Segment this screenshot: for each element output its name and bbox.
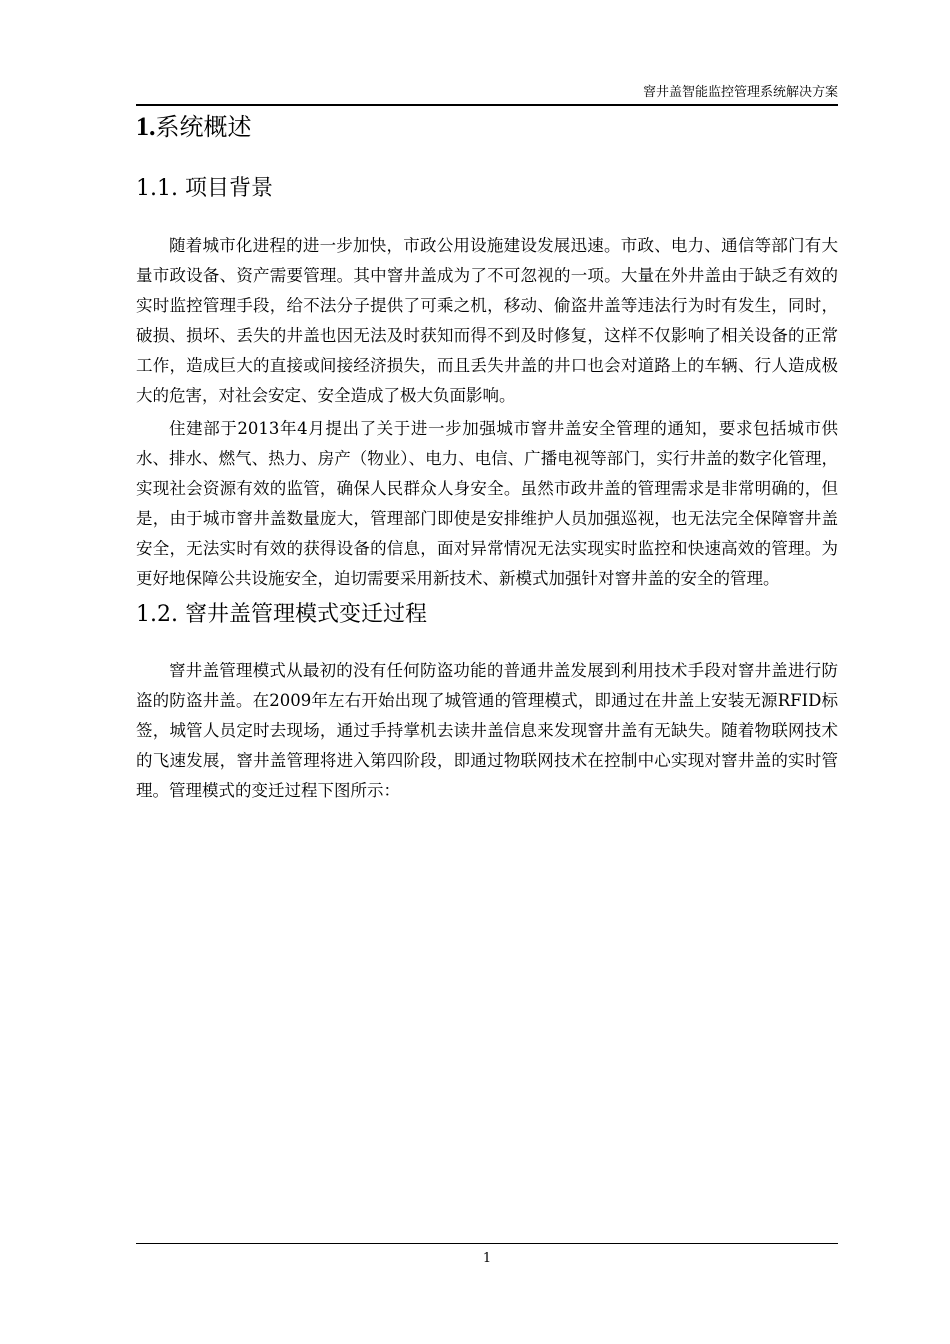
management-mode-paragraph: 窨井盖管理模式从最初的没有任何防盗功能的普通井盖发展到利用技术手段对窨井盖进行防盗的防盗井盖。在2009年左右开始出现了城管通的管理模式，即通过在井盖上安装无源RFID标签，城管人员定时去现场，通过手持掌机去读井盖信息来发现窨井盖有无缺失。随着物联网技术的飞速发展，窨井盖管理将进入第四阶段，即通过物联网技术在控制中心实现对窨井盖的实时管理。管理模式的变迁过程下图所示： <box>136 661 838 800</box>
background-paragraph-2: 住建部于2013年4月提出了关于进一步加强城市窨井盖安全管理的通知，要求包括城市供水、排水、燃气、热力、房产（物业）、电力、电信、广播电视等部门，实行井盖的数字化管理，实现社会资源有效的监管，确保人民群众人身安全。虽然市政井盖的管理需求是非常明确的，但是，由于城市窨井盖数量庞大，管理部门即使是安排维护人员加强巡视，也无法完全保障窨井盖安全，无法实时有效的获得设备的信息，面对异常情况无法实现实时监控和快速高效的管理。为更好地保障公共设施安全，迫切需要采用新技术、新模式加强针对窨井盖的安全的管理。 <box>136 419 838 588</box>
section-1-title: 系统概述 <box>155 113 252 141</box>
header-rule <box>136 104 838 106</box>
section-1-2-heading: 1.2. 窨井盖管理模式变迁过程 <box>136 602 427 627</box>
footer-rule <box>136 1243 838 1244</box>
background-paragraph-1: 随着城市化进程的进一步加快，市政公用设施建设发展迅速。市政、电力、通信等部门有大量市政设备、资产需要管理。其中窨井盖成为了不可忽视的一项。大量在外井盖由于缺乏有效的实时监控管理手段，给不法分子提供了可乘之机，移动、偷盗井盖等违法行为时有发生，同时，破损、损坏、丢失的井盖也因无法及时获知而得不到及时修复，这样不仅影响了相关设备的正常工作，造成巨大的直接或间接经济损失，而且丢失井盖的井口也会对道路上的车辆、行人造成极大的危害，对社会安定、安全造成了极大负面影响。 <box>136 236 838 405</box>
page-number: 1 <box>482 1251 492 1266</box>
section-1-number: 1. <box>136 112 156 141</box>
running-header-title: 窨井盖智能监控管理系统解决方案 <box>642 85 838 100</box>
section-1-1-heading: 1.1. 项目背景 <box>136 176 273 201</box>
section-1-heading <box>136 110 838 144</box>
page-content <box>136 110 838 806</box>
